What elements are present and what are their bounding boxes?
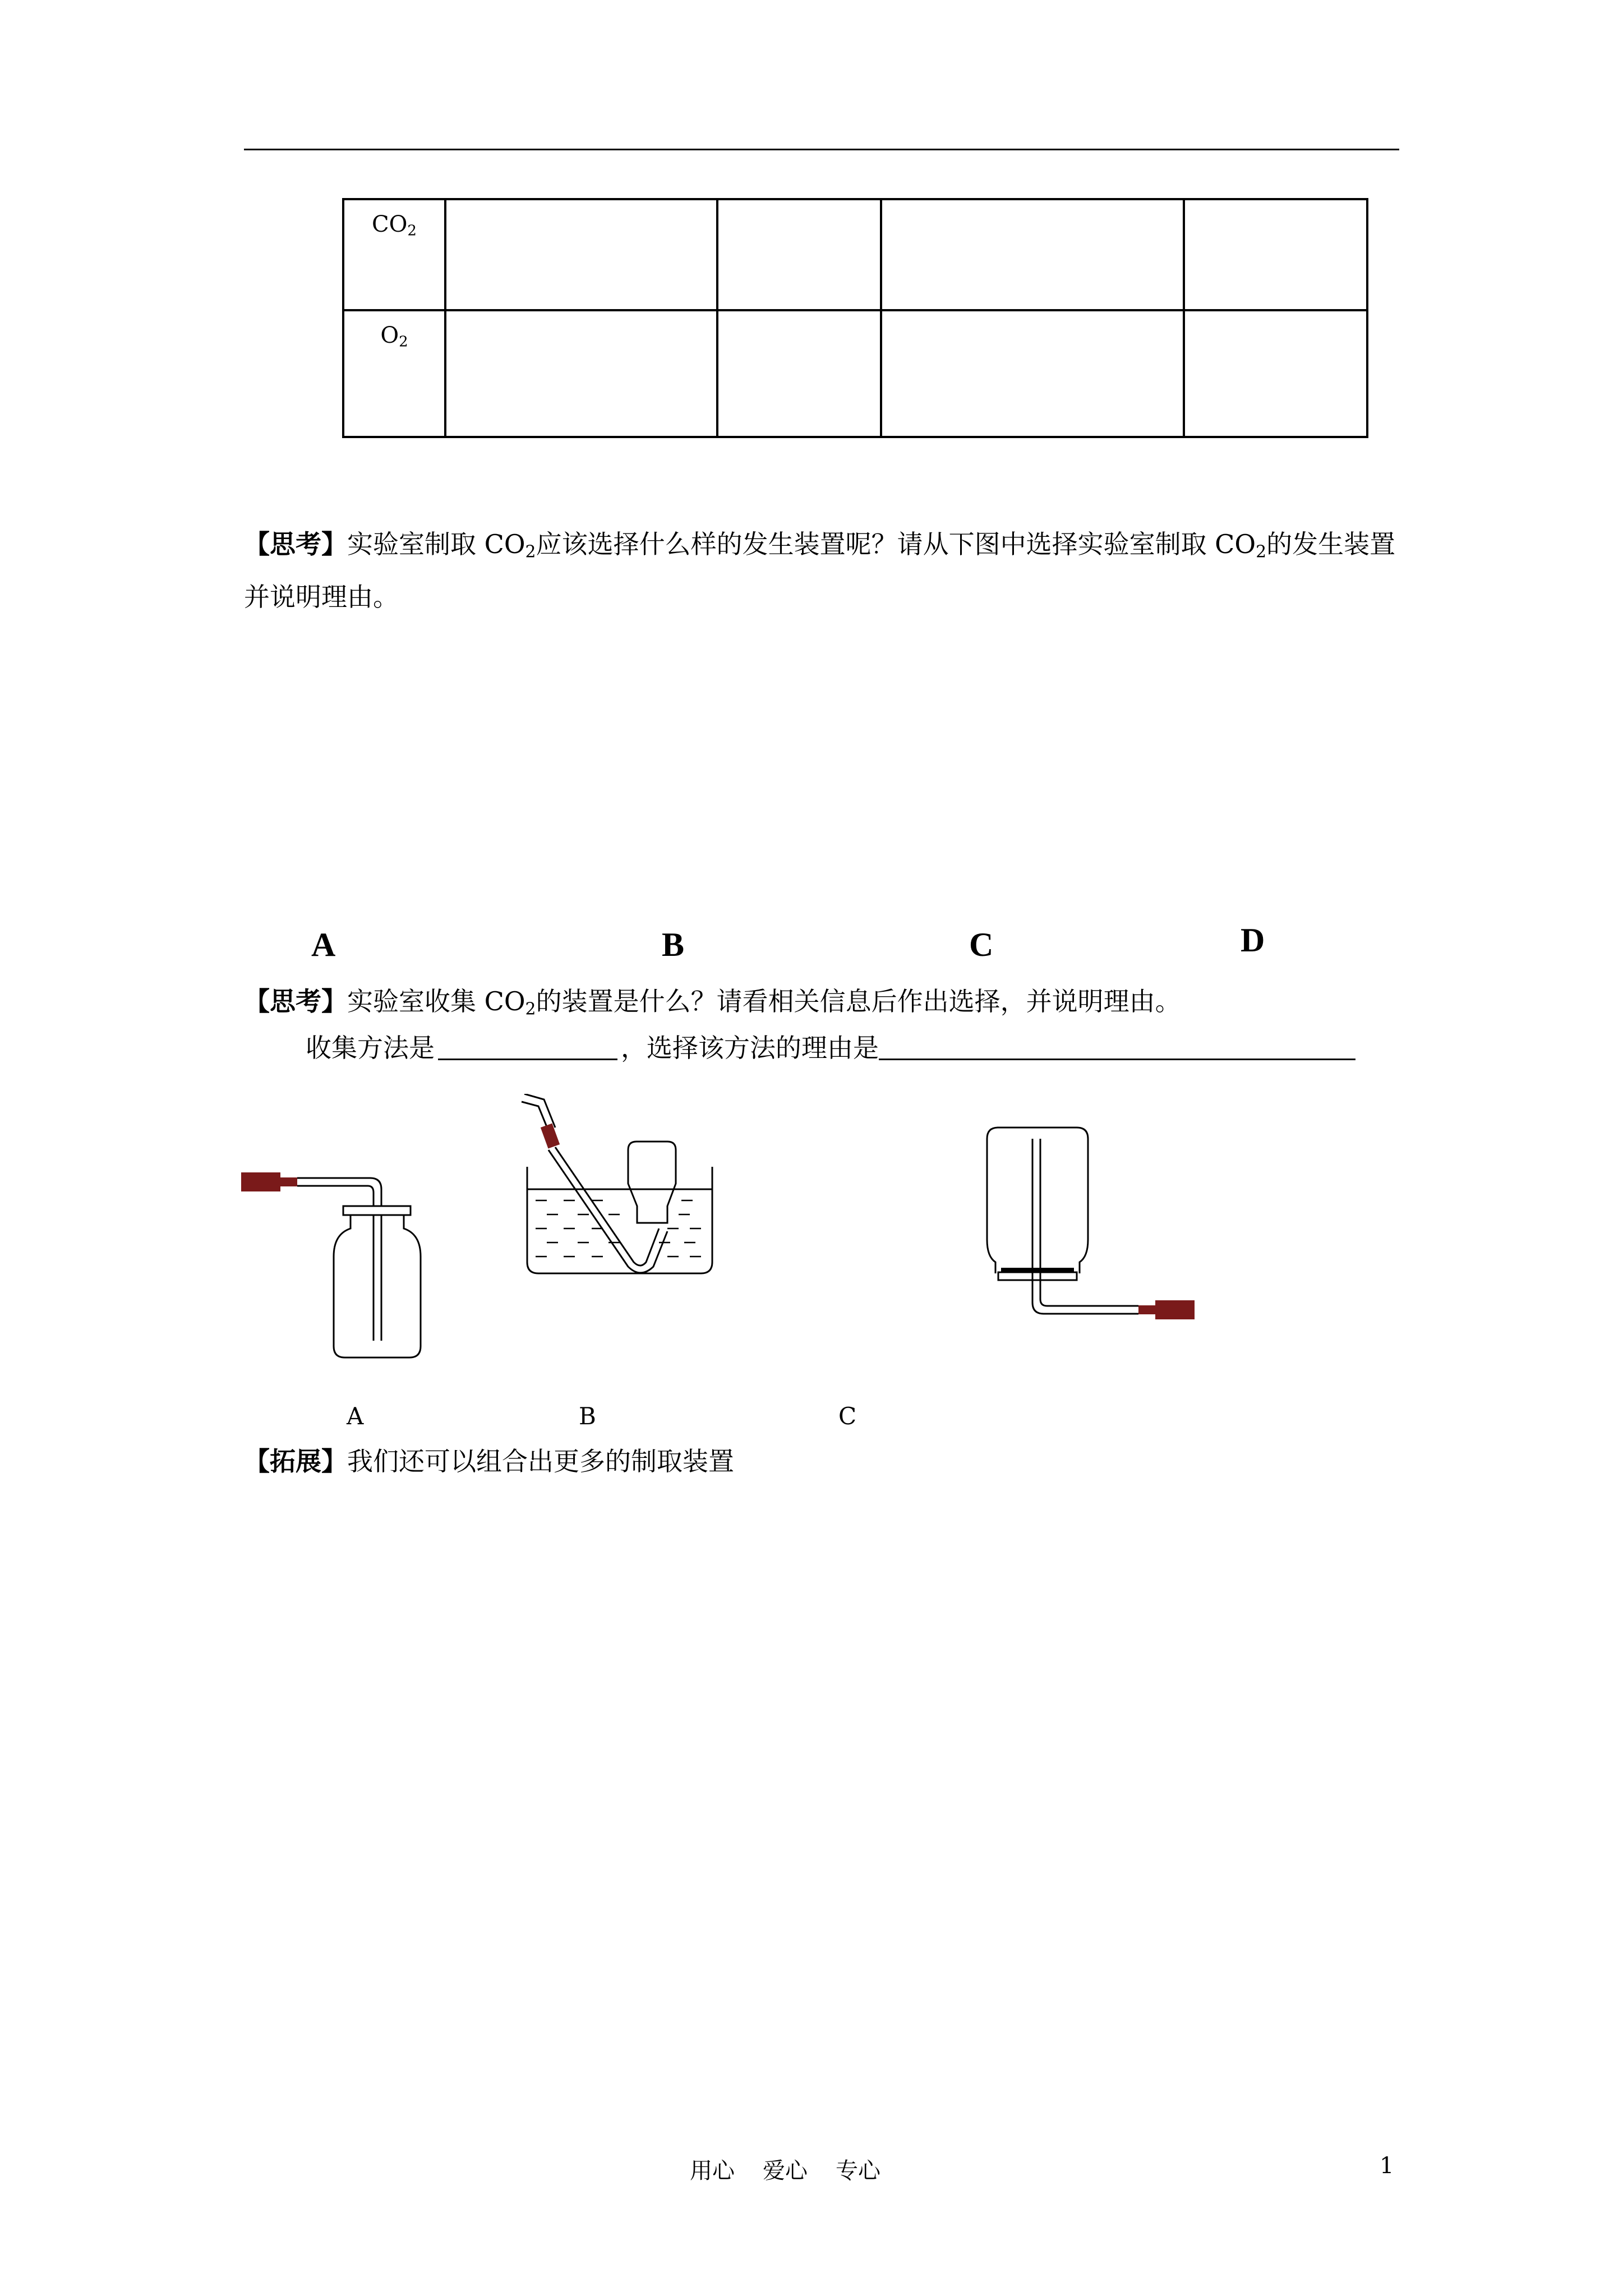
apparatus-a-bottle — [241, 1172, 421, 1358]
extension-note: 【拓展】我们还可以组合出更多的制取装置 — [244, 1446, 734, 1476]
method-blank[interactable] — [438, 1030, 617, 1060]
collect-label-a: A — [347, 1402, 364, 1430]
table-row — [343, 310, 1367, 437]
think-question-1: 【思考】实验室制取 $CO_2$应该选择什么样的发生装置呢？请从下图中选择实验室制取 $CO_2$的发生装置并说明理由。 — [244, 529, 1396, 613]
table-cell — [717, 199, 881, 310]
page-number: 1 — [1380, 2153, 1394, 2179]
rubber-tube-icon — [241, 1172, 280, 1191]
table-cell — [1184, 310, 1367, 437]
gen-label-b: B — [662, 926, 685, 963]
table-cell — [445, 199, 717, 310]
header-rule — [244, 149, 1399, 150]
rubber-tube-icon — [1155, 1300, 1195, 1319]
apparatus-b-trough — [522, 1094, 712, 1273]
collect-label-b: B — [579, 1402, 596, 1430]
gas-label-co2: $CO_2$ — [343, 199, 445, 310]
collect-label-c: C — [838, 1402, 857, 1430]
footer-motto: 用心 爱心 专心 — [690, 2158, 880, 2184]
gas-label-o2: $O_2$ — [343, 310, 445, 437]
table-cell — [881, 310, 1184, 437]
table-cell — [445, 310, 717, 437]
answer-line: 收集方法是 ，选择该方法的理由是 — [306, 1025, 1427, 1070]
collection-apparatus-figure — [241, 1094, 1228, 1374]
apparatus-c-bottle — [987, 1128, 1195, 1319]
gen-label-a: A — [311, 926, 336, 963]
gas-table — [342, 198, 1368, 438]
gen-label-c: C — [969, 926, 994, 963]
table-cell — [1184, 199, 1367, 310]
table-cell — [881, 199, 1184, 310]
gen-label-d: D — [1241, 922, 1265, 959]
rubber-tube-icon — [541, 1123, 560, 1148]
think-question-2: 【思考】实验室收集 $CO_2$的装置是什么？请看相关信息后作出选择，并说明理由。 — [244, 986, 1181, 1019]
reason-blank[interactable] — [879, 1030, 1355, 1060]
table-row — [343, 199, 1367, 310]
table-cell — [717, 310, 881, 437]
